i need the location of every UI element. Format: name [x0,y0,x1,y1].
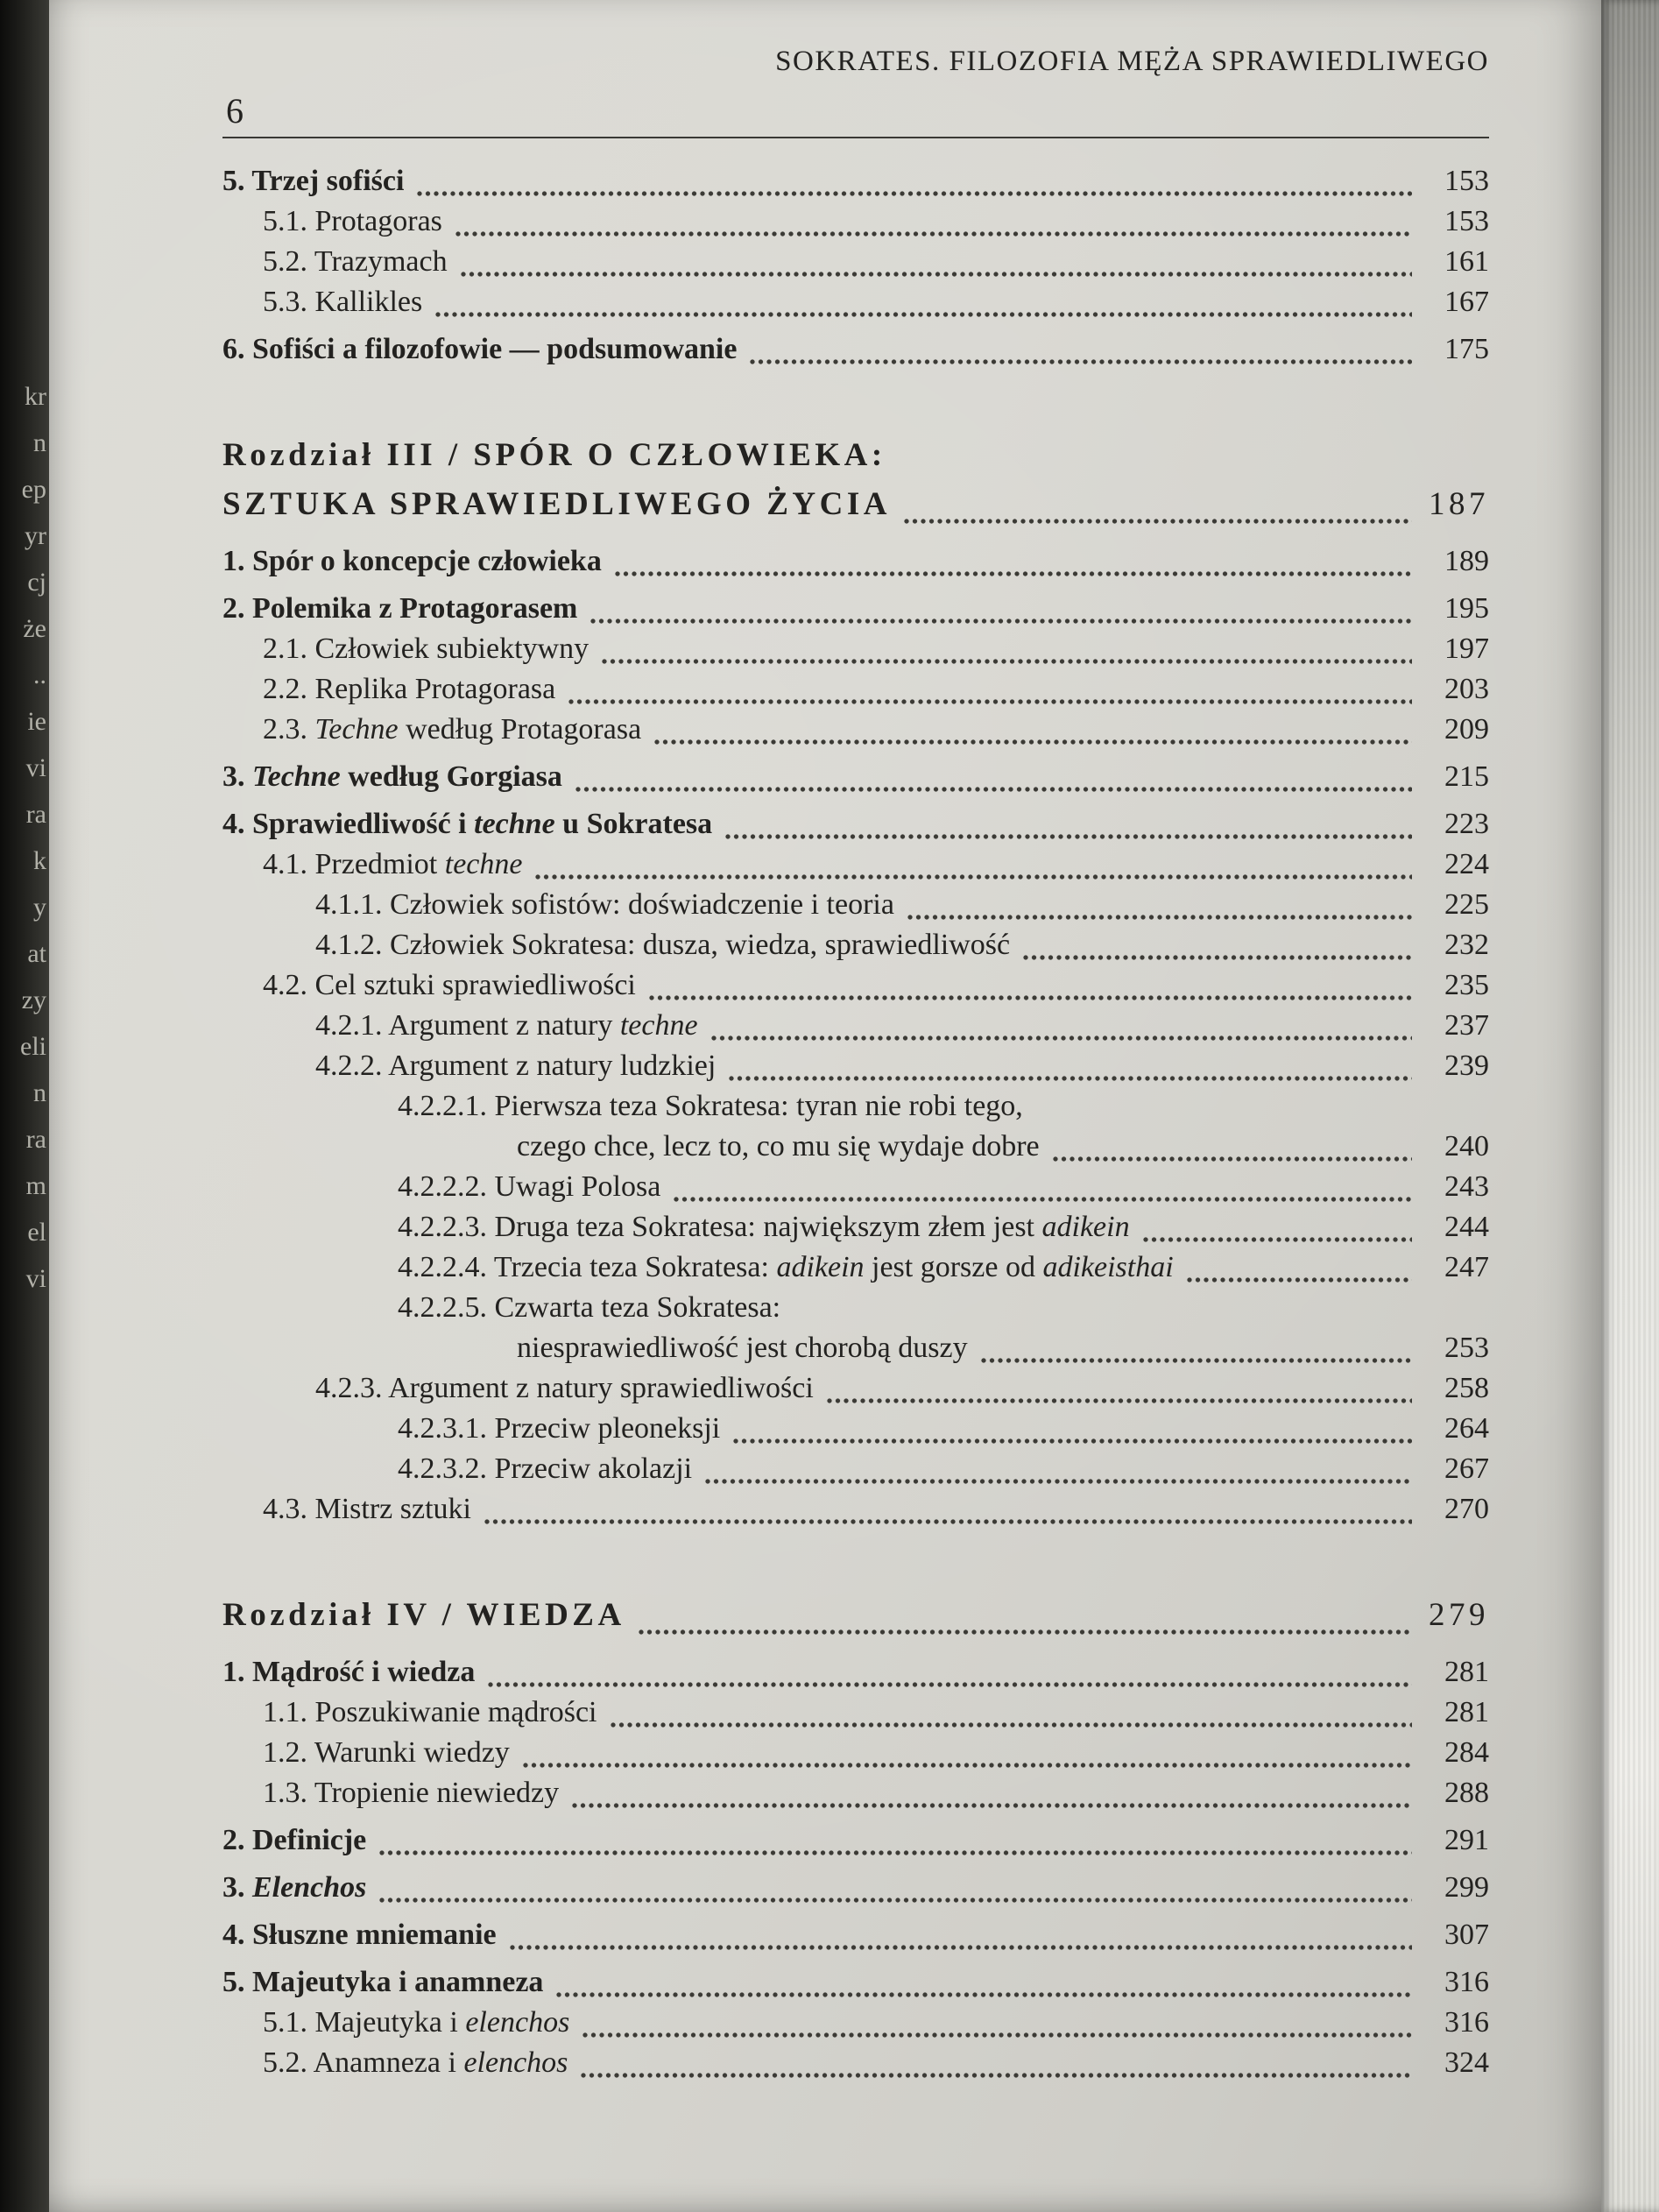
dot-leader [589,617,1412,625]
toc-entry-label: 4.2.3.2. Przeciw akolazji [398,1452,693,1485]
toc-entry [222,1207,1489,1247]
toc-page-number: 307 [1444,1919,1489,1951]
toc-entry-label: 2.1. Człowiek subiektywny [263,633,589,665]
facing-page-text-fragment: ra [25,800,46,829]
dot-leader [724,832,1412,841]
dot-leader [575,785,1412,794]
toc-entry [222,1489,1489,1530]
table-of-contents [222,161,1489,2083]
toc-entry-label: 5.1. Majeutyka i elenchos [263,2006,570,2039]
toc-entry-label: 5. Majeutyka i anamneza [222,1966,544,1998]
toc-entry-label: 5. Trzej sofiści [222,165,405,197]
toc-page-number: 316 [1444,1966,1489,1998]
dot-leader [980,1356,1412,1365]
dot-leader [378,1896,1412,1905]
dot-leader [460,270,1412,279]
toc-page-number: 279 [1429,1597,1489,1633]
toc-page-number: 225 [1444,888,1489,921]
toc-entry-label: 1. Mądrość i wiedza [222,1656,476,1688]
dot-leader [534,873,1412,881]
toc-entry [222,1247,1489,1288]
toc-entry [222,161,1489,201]
toc-entry [222,1773,1489,1813]
toc-entry-label: 2. Definicje [222,1824,367,1856]
toc-entry-label: 1.2. Warunki wiedzy [263,1736,510,1769]
dot-leader [903,517,1412,526]
toc-page-number: 203 [1444,673,1489,705]
toc-page-number: 197 [1444,633,1489,665]
toc-entry [222,1167,1489,1207]
facing-page-text-fragment: n [33,428,46,457]
toc-page-number: 288 [1444,1777,1489,1809]
dot-leader [555,1990,1412,1999]
facing-page-text-fragment: y [33,893,46,922]
toc-entry-label: 4.1.2. Człowiek Sokratesa: dusza, wiedza, sprawiedliwość [315,929,1011,961]
toc-entry-label: 2. Polemika z Protagorasem [222,592,578,625]
facing-page-text-fragment: at [27,939,46,968]
facing-page-text-fragment: kr [25,382,46,411]
dot-leader [653,738,1412,746]
dot-leader [571,1801,1412,1810]
dot-leader [728,1074,1412,1083]
toc-entry-label: 4.2.2.1. Pierwsza teza Sokratesa: tyran nie robi tego, [398,1090,1023,1122]
toc-entry [222,1127,1489,1167]
toc-entry-label: SZTUKA SPRAWIEDLIWEGO ŻYCIA [222,486,891,522]
toc-entry-label: 4.2.2.5. Czwarta teza Sokratesa: [398,1291,781,1324]
toc-page-number: 281 [1444,1696,1489,1728]
toc-entry-label: 5.2. Anamneza i elenchos [263,2046,568,2079]
dot-leader [580,2071,1412,2080]
toc-entry [222,804,1489,845]
facing-page-text-fragment: el [27,1218,46,1247]
toc-entry [222,1328,1489,1368]
toc-entry [222,1006,1489,1046]
toc-page-number: 299 [1444,1871,1489,1904]
dot-leader [614,569,1412,578]
facing-page-text-fragment: eli [20,1032,46,1061]
page-header [222,33,1489,138]
facing-page-text-fragment: ra [25,1125,46,1154]
toc-entry-label: 1. Spór o koncepcje człowieka [222,545,602,577]
toc-entry-label: 4.2.2.3. Druga teza Sokratesa: największym złem jest adikein [398,1211,1130,1243]
toc-page-number: 235 [1444,969,1489,1001]
toc-page-number: 270 [1444,1493,1489,1525]
toc-entry-label: 5.1. Protagoras [263,205,442,237]
toc-page-number: 187 [1429,486,1489,522]
toc-entry [222,1693,1489,1733]
dot-leader [509,1943,1412,1952]
toc-page-number: 281 [1444,1656,1489,1688]
dot-leader [416,189,1412,198]
toc-entry [222,669,1489,710]
toc-entry-label: Rozdział IV / WIEDZA [222,1597,625,1633]
toc-entry [222,201,1489,242]
facing-page-text-fragment: n [33,1078,46,1107]
facing-page-text-fragment: vi [25,1264,46,1293]
toc-page-number: 253 [1444,1332,1489,1364]
toc-page-number: 284 [1444,1736,1489,1769]
toc-page-number: 247 [1444,1251,1489,1283]
facing-page-text-fragment: k [33,846,46,875]
toc-entry [222,885,1489,925]
dot-leader [1186,1276,1412,1284]
toc-entry [222,965,1489,1006]
toc-page-number: 232 [1444,929,1489,961]
toc-entry-label: 6. Sofiści a filozofowie — podsumowanie [222,333,738,365]
toc-entry [222,541,1489,582]
toc-page-number: 243 [1444,1170,1489,1203]
dot-leader [648,993,1412,1002]
toc-page-number: 195 [1444,592,1489,625]
toc-entry-label: 4.1.1. Człowiek sofistów: doświadczenie i teoria [315,888,894,921]
toc-page-number: 264 [1444,1412,1489,1445]
dot-leader [1022,953,1412,962]
toc-entry [222,1733,1489,1773]
toc-page-number: 153 [1444,205,1489,237]
toc-entry [222,925,1489,965]
facing-page-text-fragment: ie [27,707,46,736]
toc-entry [222,329,1489,370]
toc-entry-label: 2.3. Techne według Protagorasa [263,713,642,746]
dot-leader [749,357,1412,366]
page-content [49,33,1601,2083]
dot-leader [907,913,1412,922]
toc-page-number: 267 [1444,1452,1489,1485]
toc-entry [222,1409,1489,1449]
toc-entry [222,845,1489,885]
toc-entry-label: 4.2.3.1. Przeciw pleoneksji [398,1412,721,1445]
dot-leader [601,657,1412,666]
facing-page-text-fragment: ep [21,475,46,504]
toc-entry [222,1868,1489,1908]
facing-page-text-fragment: .. [33,661,46,689]
toc-entry-label: 1.3. Tropienie niewiedzy [263,1777,560,1809]
dot-leader [673,1195,1412,1204]
toc-page-number: 291 [1444,1824,1489,1856]
toc-page-number: 175 [1444,333,1489,365]
dot-leader [434,310,1412,319]
toc-entry [222,1368,1489,1409]
toc-entry-label: Rozdział III / SPÓR O CZŁOWIEKA: [222,437,886,473]
toc-page-number: 153 [1444,165,1489,197]
toc-entry-label: 4.2.2.4. Trzecia teza Sokratesa: adikein jest gorsze od adikeisthai [398,1251,1174,1283]
dot-leader [455,230,1412,238]
toc-page-number: 209 [1444,713,1489,746]
toc-entry [222,1652,1489,1693]
dot-leader [582,2031,1412,2039]
toc-entry-label: czego chce, lecz to, co mu się wydaje dobre [517,1130,1040,1163]
toc-entry [222,1962,1489,2003]
toc-entry [222,710,1489,750]
toc-entry-label: 4.2.2.2. Uwagi Polosa [398,1170,661,1203]
toc-page-number: 189 [1444,545,1489,577]
facing-page-text-fragment: vi [25,753,46,782]
facing-page-edge [0,0,49,2212]
facing-page-text-fragment: m [25,1171,46,1200]
dot-leader [522,1761,1412,1770]
toc-page-number: 240 [1444,1130,1489,1163]
dot-leader [610,1721,1413,1729]
toc-page-number: 244 [1444,1211,1489,1243]
dot-leader [484,1517,1412,1526]
toc-entry [222,589,1489,629]
toc-entry-label: 3. Elenchos [222,1871,367,1904]
toc-entry [222,242,1489,282]
toc-entry [222,1086,1489,1127]
toc-entry-label: 2.2. Replika Protagorasa [263,673,556,705]
facing-page-text-fragment: zy [21,986,46,1014]
running-title: SOKRATES. FILOZOFIA MĘŻA SPRAWIEDLIWEGO [775,46,1489,77]
toc-entry-label: 4.2.2. Argument z natury ludzkiej [315,1049,717,1082]
toc-page-number: 324 [1444,2046,1489,2079]
toc-entry-label: 4.2. Cel sztuki sprawiedliwości [263,969,636,1001]
toc-entry-label: 5.3. Kallikles [263,286,423,318]
toc-entry [222,2003,1489,2043]
toc-page-number: 223 [1444,808,1489,840]
toc-entry-label: 1.1. Poszukiwanie mądrości [263,1696,597,1728]
toc-entry [222,2043,1489,2083]
dot-leader [826,1396,1412,1405]
toc-entry [222,629,1489,669]
toc-entry [222,1449,1489,1489]
page-number: 6 [226,91,244,131]
dot-leader [710,1034,1412,1042]
toc-page-number: 224 [1444,848,1489,880]
toc-entry [222,1288,1489,1328]
toc-chapter-heading [222,431,1489,480]
toc-entry-label: 5.2. Trazymach [263,245,448,278]
toc-page-number: 316 [1444,2006,1489,2039]
toc-entry-label: 3. Techne według Gorgiasa [222,760,562,793]
toc-entry-label: 4.3. Mistrz sztuki [263,1493,471,1525]
facing-page-text-fragment: yr [25,521,46,550]
toc-page-number: 167 [1444,286,1489,318]
toc-page-number: 239 [1444,1049,1489,1082]
toc-entry-label: 4.2.1. Argument z natury techne [315,1009,698,1042]
toc-page-number: 237 [1444,1009,1489,1042]
dot-leader [1142,1235,1412,1244]
dot-leader [378,1848,1412,1857]
toc-page-number: 258 [1444,1372,1489,1404]
dot-leader [732,1437,1412,1445]
facing-page-text-fragment: że [23,614,46,643]
toc-chapter-heading [222,480,1489,529]
dot-leader [638,1628,1412,1636]
toc-entry-label: 4. Sprawiedliwość i techne u Sokratesa [222,808,713,840]
dot-leader [487,1680,1412,1689]
book-page [49,0,1601,2212]
toc-entry [222,282,1489,322]
toc-entry [222,1046,1489,1086]
dot-leader [704,1477,1412,1486]
toc-entry [222,757,1489,797]
dot-leader [1052,1155,1412,1163]
toc-page-number: 161 [1444,245,1489,278]
toc-entry [222,1820,1489,1861]
toc-entry-label: niesprawiedliwość jest chorobą duszy [517,1332,968,1364]
toc-entry-label: 4.2.3. Argument z natury sprawiedliwości [315,1372,814,1404]
toc-page-number: 215 [1444,760,1489,793]
toc-chapter-heading [222,1591,1489,1640]
toc-entry [222,1915,1489,1955]
toc-entry-label: 4.1. Przedmiot techne [263,848,523,880]
facing-page-text-fragment: cj [27,568,46,597]
toc-entry-label: 4. Słuszne mniemanie [222,1919,497,1951]
page-stack-fore-edge [1601,0,1659,2212]
dot-leader [568,697,1412,706]
